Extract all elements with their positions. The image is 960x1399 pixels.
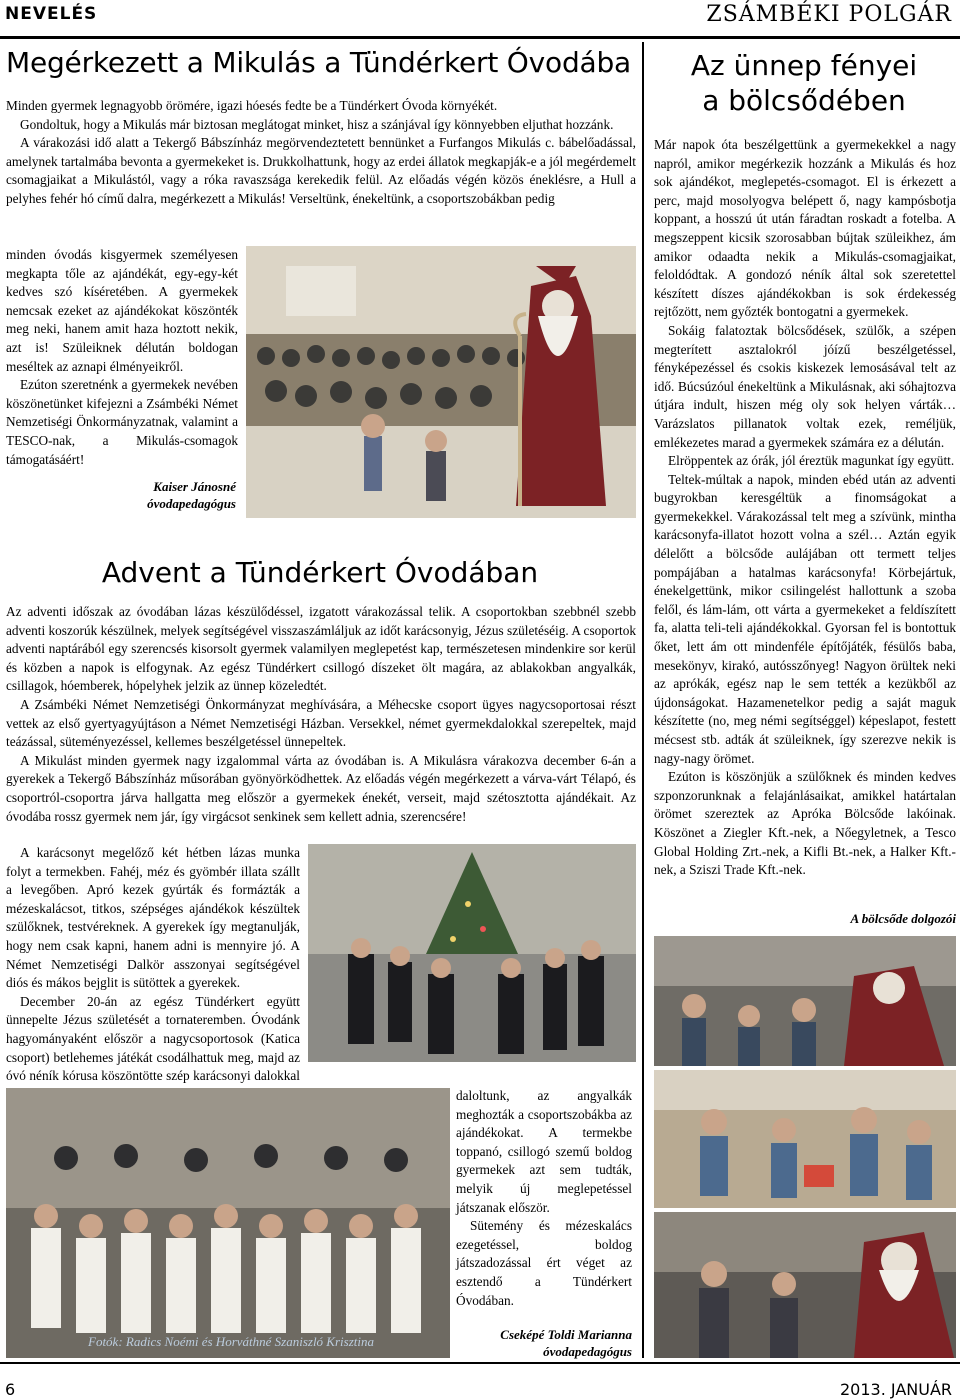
article3-para: Sokáig falatoztak bölcsődések, szülők, a szépen megterített asztalokról jóízű beszélgetéssel, fényképezéssel és csokis kiskezek lemosásával telt az idő. Búcsúzóul énekeltünk a Mikulásnak, aki sóhajtozva útjára indult, hiszen még oly sok helyen várták… Varázslatos pillanatok voltak ezek, reméljük, emlékezetes marad a gyermekek számára ez a délután.: [654, 322, 956, 450]
article2-para: A Zsámbéki Német Nemzetiségi Önkormányzat meghívására, a Méhecske csoport ügyes nagycsoportosai részt vettek az első gyertyagyújtáson a Német Nemzetiségi Házban. Versekkel, német gyermekdalokkal szerepeltek, majd teázással, süteményezéssel, kellemes beszélgetéssel ünnepeltek.: [6, 696, 636, 750]
article3-signature: [654, 910, 956, 927]
article2-para: Sütemény és mézeskalács ezegetéssel, boldog játszadozással ért véget az esztendő a Tündérkert Óvodában.: [456, 1218, 632, 1308]
article2-left-column: [6, 844, 300, 1123]
article1-para: minden óvodás kisgyermek személyesen megkapta tőle az ajándékát, egy-egy-két kedves szó kíséretében. A gyermekek nemcsak ezeket az ajándékokat köszönték meg neki, hanem amit haza hoztott nekik, azt is! Szüleiknek délután boldogan meséltek az aznapi élményeikről.: [6, 247, 238, 374]
photo-nursery-bottom: [654, 1212, 956, 1358]
article2-title: Advent a Tündérkert Óvodában: [101, 556, 539, 589]
article2-para: A Mikulást minden gyermek nagy izgalommal várta az óvodában is. A Mikulásra várakozva december 6-án a gyerekek a Tekergő Bábszínház műsorában gyönyörködhettek. Az előadás végén megérkezett a várva-várt Télapó, és csoportról-csoportra járva hallgatta meg először a gyermekek énekét, verseit, majd szétosztotta ajándékait. Az óvodába rossz gyermek nem jár, így virgácsot senkinek sem kellett adnia, szerencsére!: [6, 752, 636, 824]
article3-title: [652, 48, 956, 118]
article3-para: Elröppentek az órák, jól éreztük magunkat így együtt.: [668, 453, 955, 469]
section-label: NEVELÉS: [5, 4, 98, 24]
photo-nursery-gifts: [654, 1070, 956, 1208]
article2-para: December 20-án az egész Tündérkert együtt ünnepelte Jézus születését a tornateremben. Óvodánk hagyományaként először a nagycsoportosok (Katica csoport) betlehemes játékát csodálhattuk meg, majd az óvó néník kórusa köszöntötte szép karácsonyi dalokkal: [6, 993, 300, 1084]
article1-narrow-column: [6, 246, 238, 469]
article2-para: daloltunk, az angyalkák meghozták a csoportszobákba az ajándékokat. A termekbe toppanó, csillogó szemű boldog gyermekek azt sem tudták, melyik új meglepetéssel játszanak először.: [456, 1088, 632, 1215]
author-role: óvodapedagógus: [147, 496, 236, 511]
article1-intro: [6, 97, 636, 209]
article1-para: A várakozási idő alatt a Tekergő Bábszínház megörvendeztetett bennünket a Furfangos Mikulás c. bábelőadással, amelynek tartalmába bevonta a gyermekeket is. Drukkolhattunk, hogy az erdei állatok megkapják-e a jól megérdemelt csomagjaikat a Mikulástól, vagy a róka ravaszsága kerekedik felül. Az előadás végén közös éneklésre, a Hull a pelyhes fehér hó című dalra, megérkezett a Mikulás! Verseltünk, énekeltünk, a csoportszobákban pedig: [6, 135, 636, 206]
article1-para: Minden gyermek legnagyobb örömére, igazi hóesés fedte be a Tündérkert Óvoda környékét.: [6, 98, 498, 113]
issue-date: 2013. JANUÁR: [839, 1380, 952, 1399]
photo-nursery-top: [654, 936, 956, 1066]
article1-para: Gondoltuk, hogy a Mikulás már biztosan meglátogat minket, hisz a szánjával így könnyebben eljuthat hozzánk.: [20, 116, 614, 132]
column-divider: [642, 42, 644, 1358]
article3-para: Már napok óta beszélgettünk a gyermekekkel a nagy napról, amikor megérkezik hozzánk a Mikulás és hoz sok ajándékot, meglepetés-csomagot. El is érkezett a perc, majd mosolyogva belépett ő, nagy kampósbotja koppant, a hosszú út után fáradtan roskadt a fotelba. A megszeppent kicsik szorosabban bújtak szüleikhez, ám amikor odaadta nekik a Mikulás-csomagjaikat, feloldódtak. A gondozó néník által sok szeretettel készített díszes ajándékokban is sok érdekesség rejtőzött, nem győzték bontogatni a gyermekek.: [654, 137, 956, 320]
article1-title: Megérkezett a Mikulás a Tündérkert Óvodába: [6, 46, 632, 79]
article1-thanks: Ezúton szeretnénk a gyermekek nevében köszönetünket kifejezni a Zsámbéki Német Nemzetiségi Önkormányzatnak, valamint a TESCO-nak, a Mikulás-csomagok támogatásáért!: [6, 377, 238, 467]
article2-signature: [456, 1326, 632, 1360]
article3-para: Teltek-múltak a napok, minden ebéd után az adventi bugyrokban keresgéltük a finomságokat a gyermekekkel. Várakozással telt meg a szívünk, mintha karácsonyfa-illatot hozott volna a szél… Aztán egyik délelőtt a bölcsőde aulájában ott termett teljes pompájában a hatalmas karácsonyfa! Körbejártuk, énekelgettünk, mikor csilingelést hallottunk a szoba felől, és lám-lám, ott várta a gyermekeket a feldíszített fa, alatta teli-teli ajándékokkal. Gyorsan fel is bontottuk őket, lett ám ott mindenféle építőjáték, fésülős baba, mesekönyv, kirakó, autósszőnyeg! Nagyon örültek neki az aprókák, egész nap le sem tették a kezükből az újdonságokat. Hazamenetelkor pedig a saját maguk készítette (no, meg némi segítséggel) képeslapot, festett mécsest stb. adták át szüleiknek, így szerezve nekik is nagy-nagy örömet.: [654, 471, 956, 766]
page-number: 6: [5, 1380, 16, 1399]
article1-signature: [60, 478, 236, 512]
author-role: óvodapedagógus: [543, 1344, 632, 1359]
article3-para: Ezúton is köszönjük a szülőknek és minden kedves szponzorunknak a felajánlásaikat, amikkel határtalan örömet szereztek az Apróka Bölcsőde lakóinak. Köszönet a Ziegler Kft.-nek, a Nőegyletnek, a Tesco Global Holding Zrt.-nek, a Kifli Bt.-nek, a Halker Kft.-nek, a Sziszi Trade Kft.-nek.: [654, 769, 956, 878]
article3-body: [654, 136, 956, 880]
footer-rule: [0, 1362, 960, 1364]
author-name: Cseképé Toldi Marianna: [500, 1327, 632, 1342]
photo-credit: Fotók: Radics Noémi és Horváthné Szaniszló Krisztina: [88, 1334, 374, 1349]
author-name: A bölcsőde dolgozói: [850, 911, 956, 926]
article2-para: A karácsonyt megelőző két hétben lázas munka folyt a termekben. Fahéj, méz és gyömbér illata szállt a levegőben. Apró kezek gyúrták és formázták a mézeskalácsot, titkos, szépséges ajándékok készültek szülőknek, testvéreknek. A gyerekek így megtanulják, hogy nem csak kapni, hanem adni is mennyire jó. A Német Nemzetiségi Dalkör asszonyai segítségével diós és mákos bejglit is sütöttek a gyerekek.: [6, 845, 300, 991]
article3-title-line2: a bölcsődében: [702, 84, 906, 117]
photo-christmas-tree: [308, 844, 636, 1062]
author-name: Kaiser Jánosné: [153, 479, 236, 494]
photo-nativity-play: [6, 1088, 450, 1358]
article2-para: Az adventi időszak az óvodában lázas készülődéssel, izgatott várakozással telik. A csoportokban szebbnél szebb adventi koszorúk készülnek, melyek segítségével visszaszámláljuk az időt karácsonyig, Jézus születéséig. A csoportok adventi naptárából egy szerencsés kisorsolt gyermek valamilyen meglepetést kap, természetesen mindenkire sor kerül és közben a napok is elfogynak. Az egész Tündérkert csillogó díszeket ölt magára, az ablakokban angyalkák, csillagok, hóemberek, hópelyhek jelzik az ünnep közeledtét.: [6, 604, 636, 694]
article3-title-line1: Az ünnep fényei: [690, 49, 918, 82]
article2-right-column: [456, 1087, 632, 1310]
photo-mikulas-hall: [246, 246, 636, 518]
article2-full-width: [6, 603, 636, 826]
publication-name: ZSÁMBÉKI POLGÁR: [706, 2, 952, 27]
header-rule: [0, 36, 960, 39]
